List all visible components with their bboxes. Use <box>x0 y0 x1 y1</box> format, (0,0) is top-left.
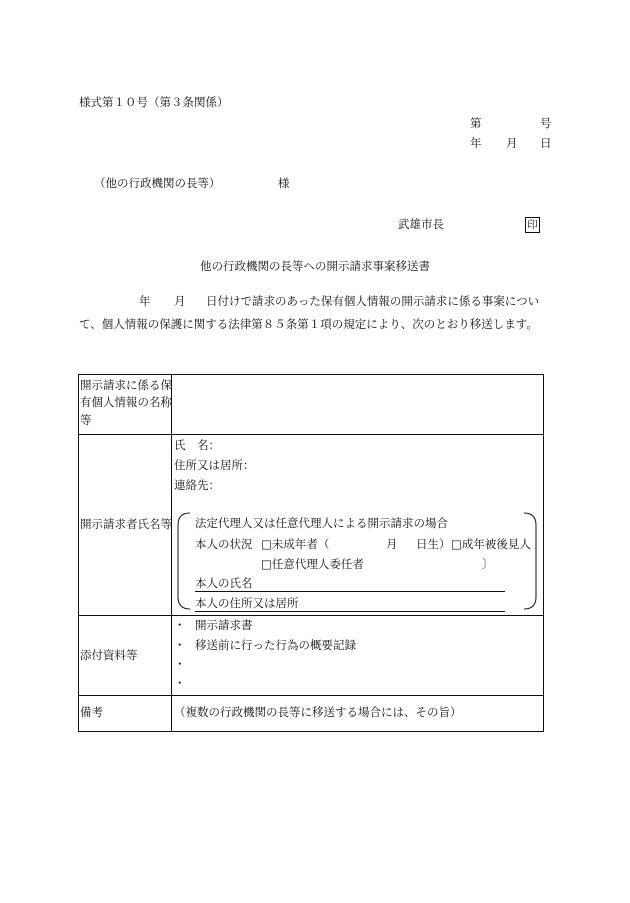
body-year: 年 <box>139 294 151 308</box>
row2-label: 開示請求者氏名等 <box>80 517 172 531</box>
requester-address-label: 住所又は居所： <box>174 458 255 472</box>
bullet-icon: ・ <box>174 657 186 671</box>
requester-contact-label: 連絡先： <box>174 478 220 492</box>
principal-address-label: 本人の住所又は居所 <box>195 596 299 610</box>
row1-label-line: 有個人情報の名称 <box>80 395 172 409</box>
row1-label-line: 等 <box>80 413 92 427</box>
body-line1: 日付けで請求のあった保有個人情報の開示請求に係る事案につい <box>206 294 540 308</box>
principal-name-underline <box>195 591 505 592</box>
agent-month: 月 <box>386 537 398 551</box>
agent-close-bracket: 〕 <box>482 557 494 571</box>
bullet-icon: ・ <box>174 676 186 690</box>
date-day: 日 <box>540 136 552 150</box>
agent-minor-checkbox[interactable]: □未成年者（ <box>261 537 330 551</box>
sender-name: 武雄市長 <box>398 217 444 231</box>
addressee-honorific: 様 <box>278 176 290 190</box>
agent-delegator-checkbox[interactable]: □任意代理人委任者 <box>261 557 364 571</box>
seal-mark: 印 <box>525 217 540 233</box>
principal-address-underline <box>195 611 505 612</box>
date-year: 年 <box>470 136 482 150</box>
addressee-name: （他の行政機関の長等） <box>94 176 221 190</box>
row4-label: 備考 <box>80 705 103 719</box>
requester-name-label: 氏 名： <box>174 438 220 452</box>
row3-label: 添付資料等 <box>80 648 138 662</box>
agent-guardian-checkbox[interactable]: □成年被後見人 <box>451 537 531 551</box>
body-month: 月 <box>174 294 186 308</box>
remarks-text: （複数の行政機関の長等に移送する場合には、その旨） <box>174 705 462 719</box>
bullet-icon: ・ <box>174 618 186 632</box>
agent-birth: 日生） <box>416 537 451 551</box>
row1-value-cell[interactable] <box>172 375 543 434</box>
attachment-item: 開示請求書 <box>195 618 253 632</box>
agent-heading: 法定代理人又は任意代理人による開示請求の場合 <box>195 516 448 530</box>
bullet-icon: ・ <box>174 638 186 652</box>
number-label-left: 第 <box>470 116 482 130</box>
document-title: 他の行政機関の長等への開示請求事案移送書 <box>200 259 430 273</box>
form-number: 様式第１０号（第３条関係） <box>79 95 229 109</box>
date-month: 月 <box>506 136 518 150</box>
agent-status-label: 本人の状況 <box>195 537 253 551</box>
row1-label-line: 開示請求に係る保 <box>80 378 172 392</box>
number-label-right: 号 <box>540 116 552 130</box>
attachment-item: 移送前に行った行為の概要記録 <box>195 638 356 652</box>
body-line2: て、個人情報の保護に関する法律第８５条第１項の規定により、次のとおり移送します。 <box>79 317 538 331</box>
principal-name-label: 本人の氏名 <box>195 576 253 590</box>
